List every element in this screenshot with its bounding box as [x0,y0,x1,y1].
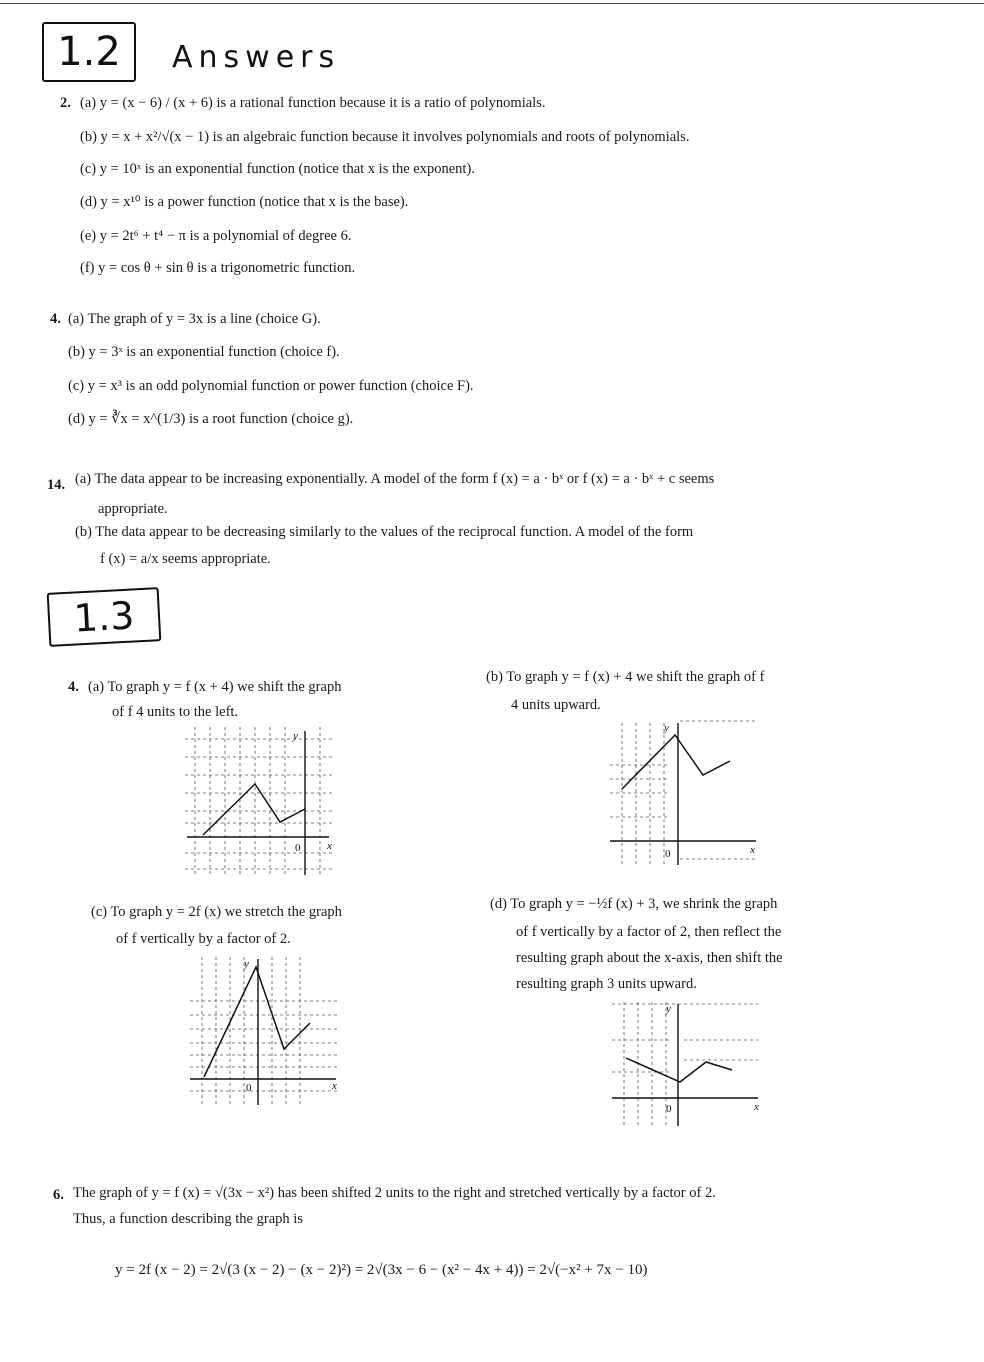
q1-3-4-part-d-line1: (d) To graph y = −½f (x) + 3, we shrink the graph [490,896,778,912]
q2-part-a: (a) y = (x − 6) / (x + 6) is a rational function because it is a ratio of polynomials. [80,95,546,111]
q4-part-b: (b) y = 3ˣ is an exponential function (choice f). [68,344,340,360]
q2-number: 2. [60,95,71,111]
q6-number: 6. [53,1187,64,1203]
graph-d-y-label: y [666,1003,671,1015]
q1-3-4-part-a-line1: (a) To graph y = f (x + 4) we shift the graph [88,679,342,695]
q4-part-c: (c) y = x³ is an odd polynomial function or power function (choice F). [68,378,474,394]
q4-number: 4. [50,311,61,327]
graph-c [190,955,340,1107]
section-1-3-box [47,587,162,647]
graph-d-x-label: x [754,1101,759,1113]
answers-heading: Answers [172,40,341,75]
graph-b [610,717,760,869]
graph-a [185,727,335,879]
q6-equation: y = 2f (x − 2) = 2√(3 (x − 2) − (x − 2)²) = 2√(3x − 6 − (x² − 4x + 4)) = 2√(−x² + 7x − 10) [115,1262,648,1278]
q6-line1: The graph of y = f (x) = √(3x − x²) has been shifted 2 units to the right and stretched vertically by a factor of 2. [73,1185,716,1201]
graph-a-y-label: y [293,730,298,742]
q1-3-4-part-c-line2: of f vertically by a factor of 2. [116,931,291,947]
q2-part-d: (d) y = x¹⁰ is a power function (notice that x is the base). [80,194,409,210]
q14-part-b-line1: (b) The data appear to be decreasing similarly to the values of the reciprocal function. A model of the form [75,524,694,540]
q2-part-c: (c) y = 10ˣ is an exponential function (notice that x is the exponent). [80,161,475,177]
graph-b-curve [622,735,730,789]
q1-3-4-part-d-line4: resulting graph 3 units upward. [516,976,697,992]
section-1-3-label: 1.3 [72,593,136,641]
top-rule [0,3,984,4]
q14-part-a-line1: (a) The data appear to be increasing exponentially. A model of the form f (x) = a · bˣ or f (x) = a · bˣ + c seems [75,471,715,487]
q1-3-4-part-b-line1: (b) To graph y = f (x) + 4 we shift the graph of f [486,669,765,685]
graph-b-origin: 0 [665,848,671,860]
q1-3-4-part-b-line2: 4 units upward. [511,697,601,713]
graph-c-x-label: x [332,1080,337,1092]
q2-part-f: (f) y = cos θ + sin θ is a trigonometric function. [80,260,356,276]
q4-part-d: (d) y = ∛x = x^(1/3) is a root function (choice g). [68,411,354,427]
q1-3-4-part-d-line2: of f vertically by a factor of 2, then reflect the [516,924,782,940]
q4-part-a: (a) The graph of y = 3x is a line (choice G). [68,311,321,327]
q1-3-4-number: 4. [68,679,79,695]
graph-c-y-label: y [244,958,249,970]
graph-b-y-label: y [664,722,669,734]
q1-3-4-part-d-line3: resulting graph about the x-axis, then shift the [516,950,783,966]
graph-d-curve [626,1058,732,1082]
graph-b-x-label: x [750,844,755,856]
q2-part-b: (b) y = x + x²/√(x − 1) is an algebraic function because it involves polynomials and roots of polynomials. [80,129,690,145]
section-1-2-label: 1.2 [57,29,121,75]
q6-line2: Thus, a function describing the graph is [73,1211,303,1227]
graph-a-x-label: x [327,840,332,852]
q14-part-a-line2: appropriate. [98,501,168,517]
graph-c-curve [204,967,310,1077]
q2-part-e: (e) y = 2t⁶ + t⁴ − π is a polynomial of degree 6. [80,228,352,244]
q1-3-4-part-c-line1: (c) To graph y = 2f (x) we stretch the graph [91,904,342,920]
graph-d [612,1000,762,1128]
q14-part-b-line2: f (x) = a/x seems appropriate. [100,551,271,567]
graph-a-origin: 0 [295,842,301,854]
q1-3-4-part-a-line2: of f 4 units to the left. [112,704,239,720]
graph-a-curve [203,784,305,835]
graph-d-origin: 0 [666,1103,672,1115]
section-1-2-box [42,22,136,82]
q14-number: 14. [47,477,66,493]
graph-c-origin: 0 [246,1082,252,1094]
